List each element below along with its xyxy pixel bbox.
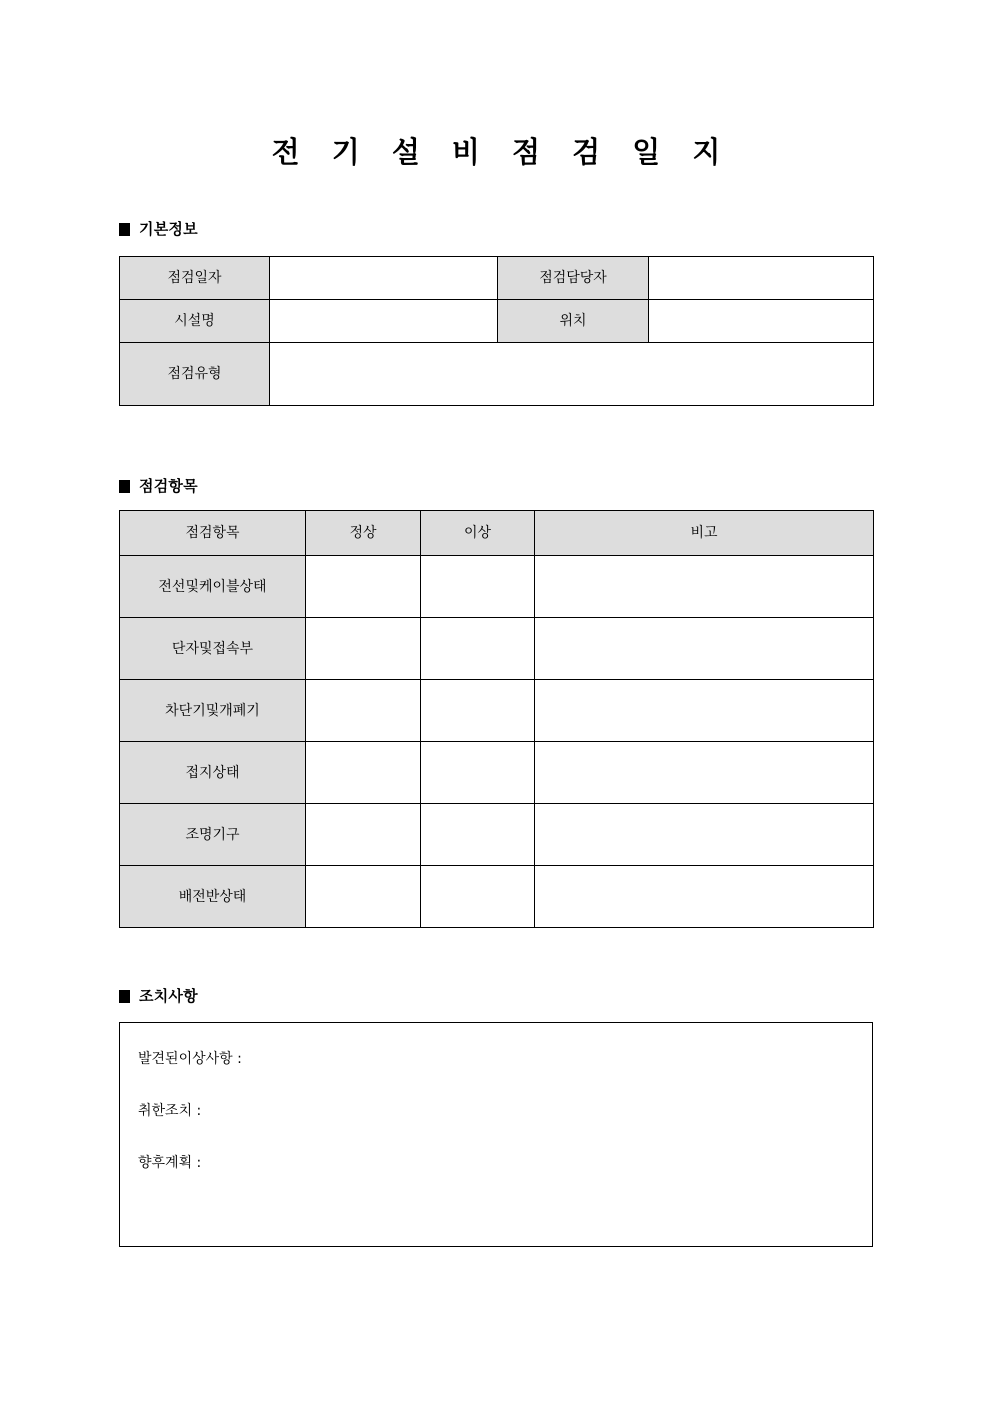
inspection-normal-cell[interactable]	[306, 618, 421, 680]
inspection-item-label: 조명기구	[120, 804, 306, 866]
table-row	[120, 556, 874, 618]
table-row	[120, 680, 874, 742]
column-header-remarks: 비고	[535, 511, 874, 556]
section-heading-inspection-items-label: 점검항목	[139, 477, 198, 495]
table-row	[120, 300, 874, 343]
section-heading-actions	[119, 986, 198, 1006]
field-label-facility-name: 시설명	[120, 300, 270, 343]
square-bullet-icon	[119, 990, 130, 1003]
inspection-remarks-cell[interactable]	[535, 742, 874, 804]
table-row	[120, 618, 874, 680]
column-header-abnormal: 이상	[421, 511, 535, 556]
field-label-inspection-date: 점검일자	[120, 257, 270, 300]
basic-info-table	[119, 256, 874, 406]
actions-box[interactable]	[119, 1022, 873, 1247]
inspection-item-label: 차단기및개폐기	[120, 680, 306, 742]
inspection-item-label: 단자및접속부	[120, 618, 306, 680]
table-row	[120, 257, 874, 300]
field-value-inspector[interactable]	[649, 257, 874, 300]
inspection-normal-cell[interactable]	[306, 866, 421, 928]
field-value-inspection-date[interactable]	[270, 257, 498, 300]
table-header-row	[120, 511, 874, 556]
inspection-items-table	[119, 510, 874, 928]
table-row	[120, 742, 874, 804]
inspection-abnormal-cell[interactable]	[421, 866, 535, 928]
column-header-normal: 정상	[306, 511, 421, 556]
inspection-item-label: 전선및케이블상태	[120, 556, 306, 618]
inspection-remarks-cell[interactable]	[535, 680, 874, 742]
inspection-remarks-cell[interactable]	[535, 804, 874, 866]
section-heading-basic-info	[119, 219, 198, 239]
inspection-abnormal-cell[interactable]	[421, 618, 535, 680]
inspection-item-label: 접지상태	[120, 742, 306, 804]
inspection-normal-cell[interactable]	[306, 556, 421, 618]
field-label-location: 위치	[498, 300, 649, 343]
action-line-future-plan: 향후계획 :	[138, 1155, 202, 1171]
section-heading-inspection-items	[119, 476, 198, 496]
action-line-measures-taken: 취한조치 :	[138, 1103, 202, 1119]
page-title: 전 기 설 비 점 검 일 지	[271, 135, 732, 169]
inspection-abnormal-cell[interactable]	[421, 742, 535, 804]
inspection-normal-cell[interactable]	[306, 804, 421, 866]
table-row	[120, 866, 874, 928]
inspection-abnormal-cell[interactable]	[421, 680, 535, 742]
square-bullet-icon	[119, 480, 130, 493]
square-bullet-icon	[119, 223, 130, 236]
field-value-facility-name[interactable]	[270, 300, 498, 343]
action-line-found-issues: 발견된이상사항 :	[138, 1051, 242, 1067]
section-heading-actions-label: 조치사항	[139, 987, 198, 1005]
section-heading-basic-info-label: 기본정보	[139, 220, 198, 238]
inspection-remarks-cell[interactable]	[535, 866, 874, 928]
table-row	[120, 804, 874, 866]
inspection-item-label: 배전반상태	[120, 866, 306, 928]
inspection-normal-cell[interactable]	[306, 680, 421, 742]
table-row	[120, 343, 874, 406]
inspection-abnormal-cell[interactable]	[421, 804, 535, 866]
inspection-normal-cell[interactable]	[306, 742, 421, 804]
field-value-inspection-type[interactable]	[270, 343, 874, 406]
inspection-remarks-cell[interactable]	[535, 556, 874, 618]
column-header-item: 점검항목	[120, 511, 306, 556]
field-label-inspection-type: 점검유형	[120, 343, 270, 406]
field-value-location[interactable]	[649, 300, 874, 343]
inspection-abnormal-cell[interactable]	[421, 556, 535, 618]
inspection-remarks-cell[interactable]	[535, 618, 874, 680]
field-label-inspector: 점검담당자	[498, 257, 649, 300]
